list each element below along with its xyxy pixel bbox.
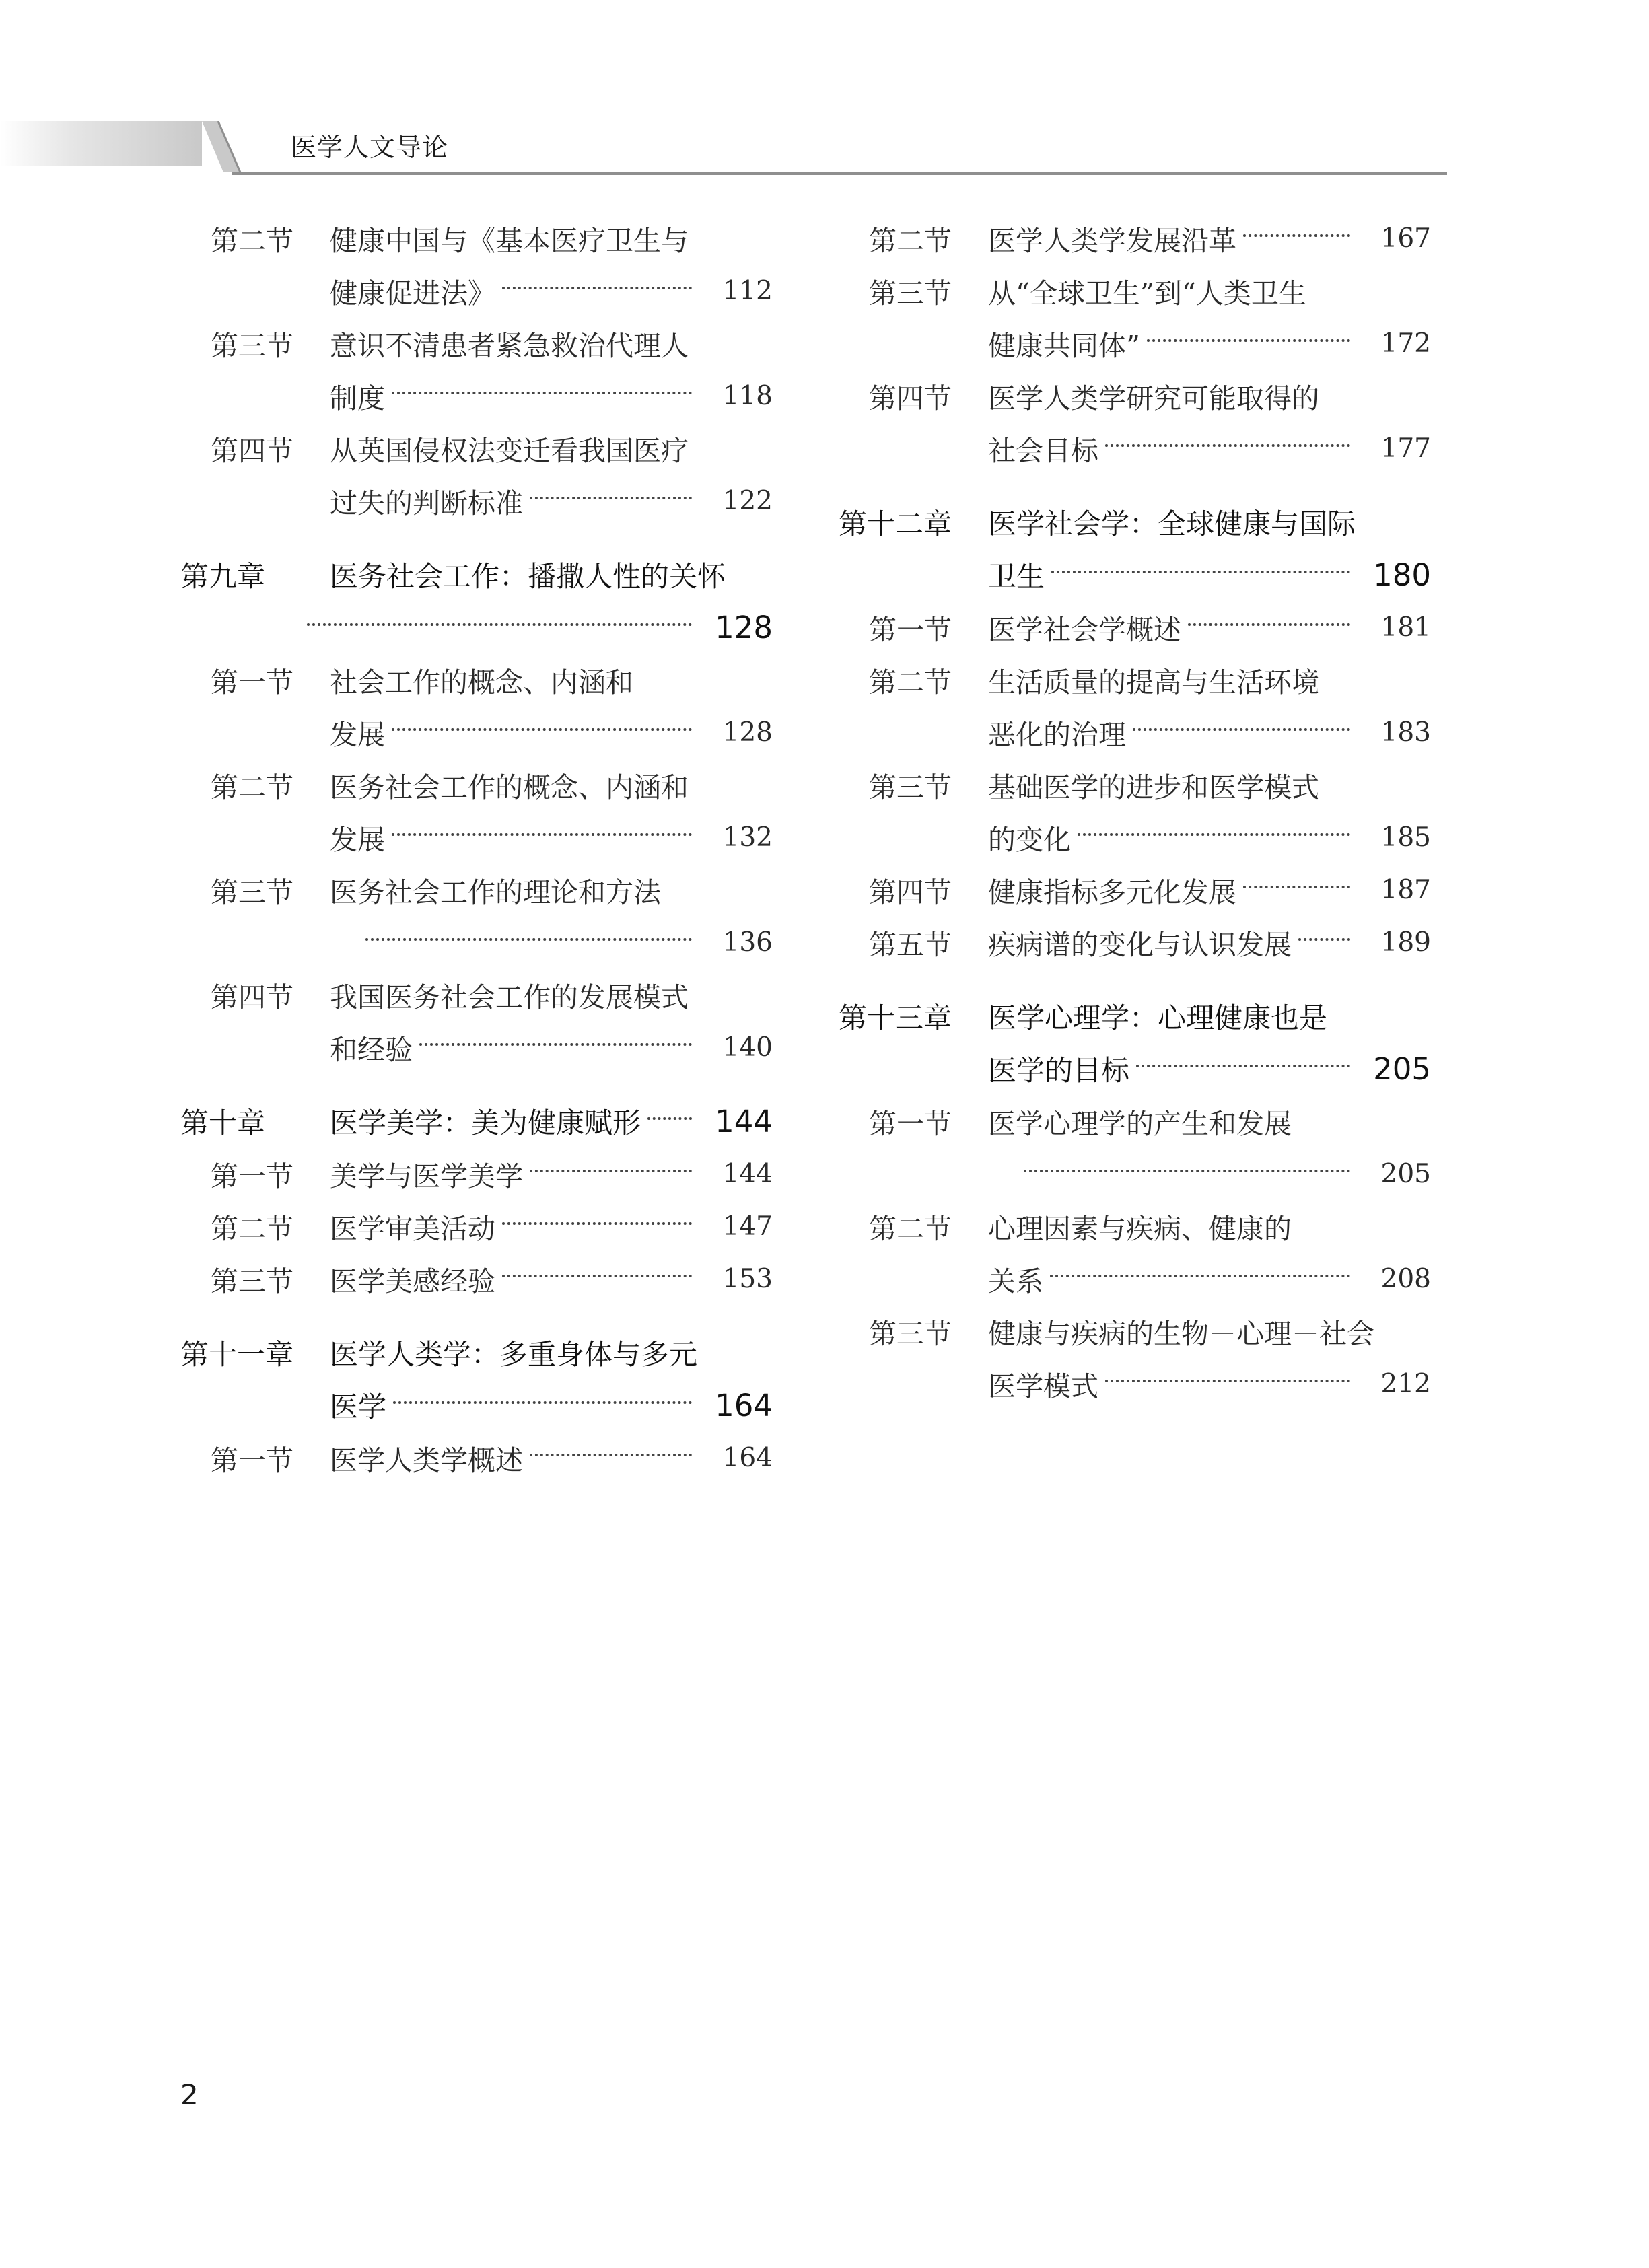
page-ref: 136 (722, 927, 773, 958)
section-label: 第四节 (869, 382, 952, 415)
page-ref: 172 (1380, 328, 1431, 359)
leader-dots (392, 392, 692, 394)
section-title: 医务社会工作的理论和方法 (330, 876, 661, 909)
chapter-title-continued (330, 1385, 699, 1425)
section-label: 第三节 (869, 771, 952, 804)
section-line (180, 1252, 773, 1305)
chapter-title: 医务社会工作：播撒人性的关怀 (330, 560, 726, 593)
section-title: 我国医务社会工作的发展模式 (330, 981, 689, 1014)
section-title-row (988, 818, 1357, 857)
page-ref: 189 (1380, 927, 1431, 958)
section-title-row (330, 713, 699, 752)
section-line (839, 706, 1431, 758)
leader-dots (1105, 1380, 1350, 1382)
page-ref: 140 (722, 1032, 773, 1063)
page-ref: 187 (1380, 874, 1431, 905)
section-line (839, 369, 1431, 422)
section-label: 第五节 (869, 928, 952, 961)
section-title: 心理因素与疾病、健康的 (988, 1212, 1292, 1245)
page-ref: 132 (722, 822, 773, 853)
section-title: 医学心理学的产生和发展 (988, 1107, 1292, 1140)
leader-dots (419, 1043, 692, 1046)
leader-dots (307, 623, 692, 626)
section-line (839, 601, 1431, 653)
section-line (839, 1200, 1431, 1252)
leader-dots (1136, 1065, 1350, 1067)
header-band (0, 121, 202, 166)
section-line (839, 422, 1431, 474)
section-title: 从“全球卫生”到“人类卫生 (988, 277, 1306, 310)
section-title: 美学与医学美学 (330, 1160, 523, 1193)
page-ref: 164 (722, 1442, 773, 1473)
section-line (180, 317, 773, 369)
section-line (180, 916, 773, 968)
leader-dots (530, 1170, 692, 1172)
page-ref: 167 (1380, 223, 1431, 254)
section-label: 第一节 (869, 613, 952, 646)
chapter-title-part: 医学的目标 (988, 1054, 1130, 1087)
section-line (180, 1021, 773, 1073)
chapter-title: 医学美学：美为健康赋形 (330, 1106, 641, 1139)
page-ref: 153 (722, 1263, 773, 1294)
leader-dots (1024, 1170, 1350, 1172)
section-line (839, 758, 1431, 811)
chapter-label: 第十章 (180, 1106, 266, 1139)
section-title-row (988, 1259, 1357, 1299)
section-label: 第三节 (211, 329, 293, 362)
section-line (839, 317, 1431, 369)
section-title: 医务社会工作的概念、内涵和 (330, 771, 689, 804)
section-label: 第二节 (869, 666, 952, 699)
section-line (839, 212, 1431, 264)
page-ref: 112 (722, 275, 773, 306)
section-line (839, 1147, 1431, 1200)
section-line (180, 811, 773, 863)
section-line (180, 369, 773, 422)
page-ref: 144 (722, 1158, 773, 1189)
chapter-spacer (839, 474, 1431, 496)
leader-dots (393, 1401, 692, 1404)
section-line (839, 1357, 1431, 1410)
chapter-title-line (839, 990, 1431, 1042)
section-line (839, 653, 1431, 706)
page-ref: 164 (715, 1387, 773, 1423)
section-line (839, 916, 1431, 968)
section-title: 医学人类学概述 (330, 1444, 523, 1477)
section-title-part: 和经验 (330, 1033, 413, 1066)
leader-dots (1243, 886, 1350, 888)
section-line (180, 1200, 773, 1252)
section-line (180, 212, 773, 264)
chapter-title-line (180, 1379, 773, 1431)
leader-dots (392, 728, 692, 731)
chapter-title-part: 卫生 (988, 560, 1045, 593)
page-ref: 183 (1380, 717, 1431, 748)
header-rule (232, 172, 1447, 175)
section-label: 第三节 (211, 876, 293, 909)
section-title-row (330, 1259, 699, 1299)
chapter-title-line (180, 1095, 773, 1147)
section-line (180, 264, 773, 317)
section-line (839, 811, 1431, 863)
leader-dots (1050, 1275, 1350, 1277)
section-title-part: 发展 (330, 823, 385, 856)
leader-dots (502, 1275, 692, 1277)
page-ref: 147 (722, 1211, 773, 1242)
chapter-label: 第九章 (180, 560, 266, 593)
page-ref: 128 (722, 717, 773, 748)
chapter-label: 第十一章 (180, 1338, 294, 1371)
page-ref: 205 (1373, 1051, 1431, 1087)
page-ref: 128 (715, 609, 773, 645)
section-label: 第一节 (211, 666, 293, 699)
chapter-leader-wrap (300, 626, 699, 629)
chapter-spacer (180, 1073, 773, 1095)
toc-left-column (180, 212, 773, 1484)
chapter-leader-line (180, 601, 773, 653)
chapter-title-line (839, 548, 1431, 601)
section-title-row (988, 713, 1357, 752)
section-label: 第四节 (211, 981, 293, 1014)
section-line (839, 863, 1431, 916)
section-line (180, 474, 773, 527)
section-title-row (988, 429, 1357, 468)
section-title: 健康中国与《基本医疗卫生与 (330, 224, 689, 257)
toc-right-column (839, 212, 1431, 1410)
section-title: 社会工作的概念、内涵和 (330, 666, 633, 699)
section-title: 意识不清患者紧急救治代理人 (330, 329, 689, 362)
section-title-part: 制度 (330, 382, 385, 415)
section-label: 第一节 (211, 1160, 293, 1193)
chapter-title: 医学心理学：心理健康也是 (988, 1001, 1328, 1034)
section-line (180, 653, 773, 706)
leader-dots (392, 833, 692, 836)
section-title: 生活质量的提高与生活环境 (988, 666, 1319, 699)
section-title: 基础医学的进步和医学模式 (988, 771, 1319, 804)
leader-dots (365, 938, 692, 941)
page-ref: 205 (1380, 1158, 1431, 1189)
section-title-row (330, 1438, 699, 1478)
section-title: 医学美感经验 (330, 1265, 495, 1298)
page-ref: 144 (715, 1103, 773, 1139)
section-line (180, 863, 773, 916)
section-title-part: 健康共同体” (988, 329, 1140, 362)
section-title: 疾病谱的变化与认识发展 (988, 928, 1292, 961)
section-line (839, 1305, 1431, 1357)
chapter-spacer (180, 1305, 773, 1326)
section-label: 第二节 (211, 1212, 293, 1245)
chapter-label: 第十三章 (839, 1001, 952, 1034)
chapter-title-line (180, 1326, 773, 1379)
section-label: 第三节 (869, 277, 952, 310)
section-title-row (330, 1207, 699, 1246)
page-ref: 177 (1380, 433, 1431, 464)
section-title-row (330, 1028, 699, 1067)
chapter-title-row (330, 555, 773, 595)
section-line (180, 758, 773, 811)
section-title-row (330, 1154, 699, 1194)
section-line (839, 264, 1431, 317)
section-title-row (359, 941, 699, 944)
section-label: 第二节 (869, 224, 952, 257)
chapter-title-line (839, 496, 1431, 548)
leader-dots (530, 497, 692, 499)
section-title-row (330, 818, 699, 857)
section-line (180, 706, 773, 758)
section-title: 从英国侵权法变迁看我国医疗 (330, 434, 689, 467)
section-title-row (988, 870, 1357, 910)
page-ref: 185 (1380, 822, 1431, 853)
leader-dots (647, 1117, 692, 1120)
page-ref: 212 (1380, 1368, 1431, 1399)
section-title-row (330, 481, 699, 521)
section-title-row (988, 923, 1357, 962)
section-title-part: 社会目标 (988, 434, 1098, 467)
section-title-part: 恶化的治理 (988, 718, 1126, 751)
leader-dots (1078, 833, 1350, 836)
leader-dots (502, 287, 692, 289)
chapter-title: 医学社会学：全球健康与国际 (988, 507, 1356, 540)
page-number: 2 (180, 2078, 199, 2111)
section-label: 第二节 (211, 771, 293, 804)
page-ref: 122 (722, 485, 773, 516)
chapter-title: 医学人类学：多重身体与多元 (330, 1338, 698, 1371)
chapter-spacer (839, 968, 1431, 990)
page-ref: 181 (1380, 612, 1431, 643)
section-title: 健康与疾病的生物－心理－社会 (988, 1317, 1374, 1350)
section-line (180, 1147, 773, 1200)
section-label: 第二节 (869, 1212, 952, 1245)
section-label: 第一节 (211, 1444, 293, 1477)
section-label: 第二节 (211, 224, 293, 257)
section-title: 医学人类学发展沿革 (988, 224, 1236, 257)
section-title-part: 医学模式 (988, 1370, 1098, 1403)
leader-dots (530, 1454, 692, 1456)
section-title-part: 关系 (988, 1265, 1043, 1298)
chapter-spacer (180, 527, 773, 548)
leader-dots (1188, 623, 1350, 626)
page-ref: 118 (722, 380, 773, 411)
leader-dots (502, 1222, 692, 1225)
leader-dots (1105, 444, 1350, 447)
section-label: 第三节 (211, 1265, 293, 1298)
section-line (180, 968, 773, 1021)
section-title-part: 过失的判断标准 (330, 487, 523, 520)
section-title-part: 的变化 (988, 823, 1071, 856)
leader-dots (1298, 938, 1350, 941)
section-title: 健康指标多元化发展 (988, 876, 1236, 909)
section-title-row (988, 219, 1357, 258)
section-line (180, 422, 773, 474)
leader-dots (1147, 339, 1350, 342)
chapter-title-row (330, 1101, 699, 1141)
section-line (839, 1095, 1431, 1147)
chapter-label: 第十二章 (839, 507, 952, 540)
chapter-title-line (180, 548, 773, 601)
section-title-part: 发展 (330, 718, 385, 751)
chapter-title-line (839, 1042, 1431, 1095)
section-title-row (330, 271, 699, 311)
leader-dots (1133, 728, 1350, 731)
chapter-title-continued (988, 1049, 1357, 1089)
section-title-row (330, 376, 699, 416)
chapter-title-part: 医学 (330, 1390, 387, 1423)
section-line (180, 1431, 773, 1484)
section-line (839, 1252, 1431, 1305)
running-header-title: 医学人文导论 (291, 133, 449, 162)
page-ref: 208 (1380, 1263, 1431, 1294)
section-title-row (1017, 1172, 1357, 1175)
section-label: 第四节 (211, 434, 293, 467)
section-label: 第一节 (869, 1107, 952, 1140)
section-title-row (988, 324, 1357, 363)
section-title-part: 健康促进法》 (330, 277, 495, 310)
section-title: 医学社会学概述 (988, 613, 1181, 646)
leader-dots (1243, 234, 1350, 237)
section-title-row (988, 1364, 1357, 1404)
section-title-row (988, 608, 1357, 647)
section-title: 医学审美活动 (330, 1212, 495, 1245)
chapter-title-continued (988, 555, 1357, 595)
leader-dots (1051, 571, 1350, 573)
section-label: 第三节 (869, 1317, 952, 1350)
section-title: 医学人类学研究可能取得的 (988, 382, 1319, 415)
header-slant (202, 121, 256, 174)
page-ref: 180 (1373, 557, 1431, 593)
section-label: 第四节 (869, 876, 952, 909)
